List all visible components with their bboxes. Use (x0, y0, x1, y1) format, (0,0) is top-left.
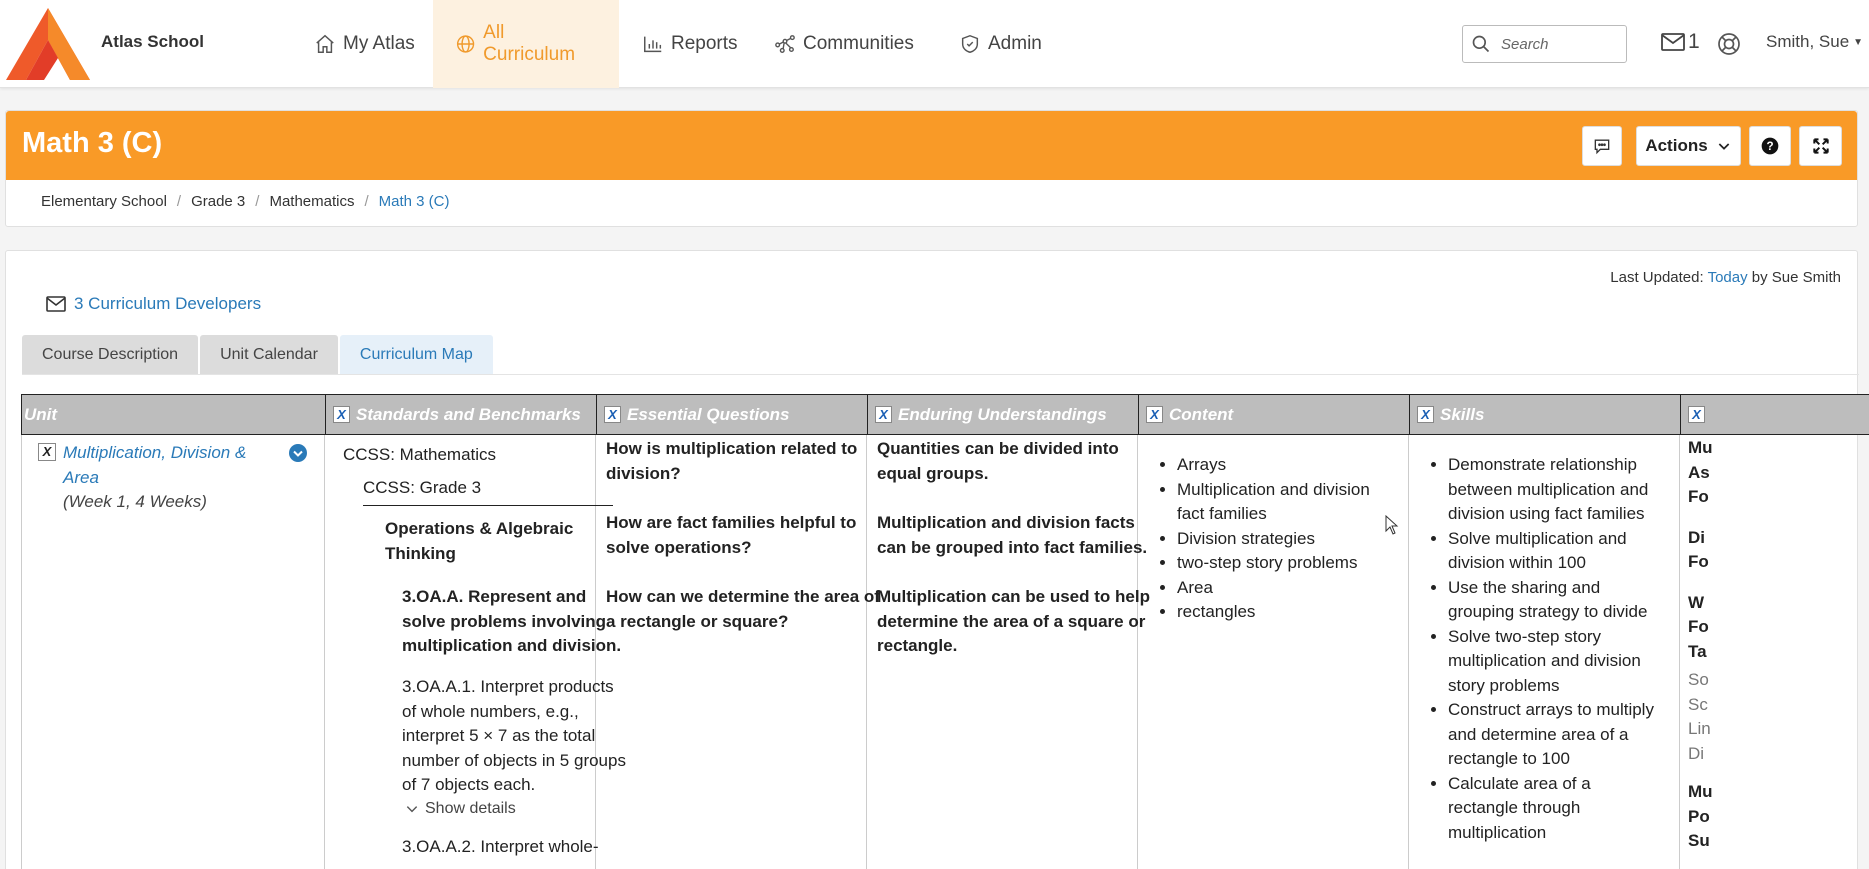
nav-admin[interactable] (937, 0, 1064, 88)
remove-column-button[interactable]: X (1146, 406, 1163, 423)
nav-reports[interactable] (620, 0, 760, 88)
column-header-label: Skills (1440, 404, 1485, 424)
remove-column-button[interactable]: X (604, 406, 621, 423)
cut-text: As (1688, 462, 1710, 482)
nav-label: My Atlas (343, 33, 415, 54)
column-header-content (1138, 394, 1409, 435)
expand-icon (1811, 136, 1831, 156)
column-header-standards (325, 394, 596, 435)
messages-button[interactable] (1660, 30, 1700, 54)
mail-icon (1660, 31, 1686, 53)
next-column-cell (1680, 435, 1869, 869)
enduring-understandings-cell (867, 435, 1150, 869)
show-details-toggle[interactable] (405, 797, 516, 822)
essential-questions-cell (596, 435, 880, 869)
enduring-understanding: Multiplication and division facts can be grouped into fact families. (877, 513, 1148, 557)
column-header-label: Standards and Benchmarks (356, 404, 581, 424)
divider (22, 374, 1859, 375)
standard-item: 3.OA.A.2. Interpret whole- (402, 837, 599, 856)
search-box[interactable] (1462, 25, 1627, 63)
cut-text: Ta (1688, 641, 1707, 661)
search-input[interactable] (1501, 36, 1611, 53)
question-icon (1760, 136, 1780, 156)
nav-label: Admin (988, 33, 1042, 54)
unit-title-link[interactable]: Multiplication, Division & Area (63, 443, 247, 487)
nav-label: Communities (803, 33, 914, 54)
list-item: • Use the sharing and grouping strategy to divide (1448, 576, 1659, 625)
curriculum-developers-link[interactable] (46, 294, 261, 314)
list-item: • rectangles (1177, 600, 1388, 625)
list-item: • Multiplication and division fact families (1177, 478, 1388, 527)
last-updated-when[interactable]: Today (1707, 269, 1748, 286)
essential-question: How can we determine the area of a rectangle or square? (606, 587, 880, 631)
remove-column-button[interactable]: X (875, 406, 892, 423)
page-title: Math 3 (C) (22, 127, 163, 159)
cut-text: Sc (1688, 694, 1708, 714)
user-name: Smith, Sue (1766, 32, 1850, 51)
cut-text: W (1688, 592, 1705, 612)
list-item: • Arrays (1177, 453, 1388, 478)
list-item: • Division strategies (1177, 527, 1388, 552)
show-details-label: Show details (425, 800, 516, 817)
column-header-essential-questions (596, 394, 867, 435)
developers-label: 3 Curriculum Developers (74, 294, 262, 313)
standard-grade: CCSS: Grade 3 (363, 476, 613, 506)
nav-label: Reports (671, 33, 738, 54)
list-item: • Demonstrate relationship between multiplication and division using fact families (1448, 453, 1659, 527)
list-item: • Solve multiplication and division within 100 (1448, 527, 1659, 576)
nav-label: All Curriculum (483, 22, 576, 65)
comment-button[interactable] (1582, 126, 1622, 166)
remove-column-button[interactable]: X (333, 406, 350, 423)
column-header-label: Enduring Understandings (898, 404, 1107, 424)
mouse-cursor-icon (1385, 515, 1399, 535)
home-icon (314, 33, 336, 55)
standard-framework: CCSS: Mathematics (343, 445, 497, 464)
last-updated-label: Last Updated: (1610, 269, 1704, 286)
course-title-bar (6, 111, 1857, 180)
help-button[interactable] (1749, 126, 1791, 166)
breadcrumb-subject[interactable]: Mathematics (269, 193, 355, 210)
column-header-label: Unit (24, 404, 58, 424)
curriculum-map-grid (21, 394, 1869, 869)
atlas-logo[interactable] (4, 6, 92, 82)
comment-icon (1592, 136, 1612, 156)
lifebuoy-icon[interactable] (1717, 32, 1741, 56)
school-name: Atlas School (101, 32, 204, 51)
course-header (5, 110, 1858, 227)
enduring-understanding: Quantities can be divided into equal groups. (877, 439, 1119, 483)
fullscreen-button[interactable] (1799, 126, 1842, 166)
actions-label: Actions (1645, 136, 1708, 155)
cut-text: Mu (1688, 438, 1713, 457)
content-cell (1138, 435, 1409, 869)
check-circle-icon[interactable] (288, 443, 308, 463)
cut-text: Mu (1688, 782, 1713, 801)
list-item: • Solve two-step story multiplication and division story problems (1448, 625, 1659, 699)
unit-weeks: (Week 1, 4 Weeks) (63, 492, 207, 511)
cut-text: Di (1688, 743, 1705, 763)
last-updated-by: by Sue Smith (1751, 269, 1841, 286)
envelope-icon (46, 296, 66, 312)
chevron-down-icon (405, 802, 419, 816)
standard-item: 3.OA.A.1. Interpret products of whole numbers, e.g., interpret 5 × 7 as the total number of objects in 5 groups of 7 objects each. (402, 677, 626, 794)
unit-cell (21, 435, 325, 869)
last-updated (1610, 269, 1841, 286)
cut-text: Di (1688, 527, 1705, 547)
breadcrumb-grade[interactable]: Grade 3 (191, 193, 246, 210)
tab-bar (22, 335, 493, 374)
remove-column-button[interactable]: X (1417, 406, 1434, 423)
tab-unit-calendar[interactable]: Unit Calendar (200, 335, 338, 374)
cut-text: Lin (1688, 719, 1711, 738)
column-header-label: Content (1169, 404, 1234, 424)
remove-unit-button[interactable]: X (38, 443, 56, 461)
standards-cell (325, 435, 626, 869)
shield-icon (959, 33, 981, 55)
column-header-label: Essential Questions (627, 404, 790, 424)
cut-text: Po (1688, 806, 1710, 826)
bar-chart-icon (642, 33, 664, 55)
column-header-unit (21, 394, 325, 435)
list-item: • Area (1177, 576, 1388, 601)
breadcrumb-elementary[interactable]: Elementary School (41, 193, 167, 210)
standard-cluster: 3.OA.A. Represent and solve problems involving multiplication and division. (402, 587, 622, 655)
skills-list (1409, 453, 1659, 845)
breadcrumb (41, 193, 450, 210)
breadcrumb-separator: / (255, 193, 260, 210)
top-navbar (0, 0, 1869, 88)
essential-question: How are fact families helpful to solve operations? (606, 513, 857, 557)
nav-all-curriculum[interactable] (433, 0, 619, 88)
nav-my-atlas[interactable] (292, 0, 437, 88)
remove-column-button[interactable]: X (1688, 406, 1705, 423)
essential-question: How is multiplication related to division? (606, 439, 858, 483)
list-item: • two-step story problems (1177, 551, 1388, 576)
tab-course-description[interactable]: Course Description (22, 335, 198, 374)
network-icon (774, 33, 796, 55)
actions-dropdown[interactable] (1636, 126, 1741, 166)
cut-text: Su (1688, 831, 1710, 850)
nav-communities[interactable] (752, 0, 936, 88)
svg-text:?: ? (1766, 140, 1774, 154)
breadcrumb-separator: / (176, 193, 182, 210)
globe-icon (455, 33, 476, 55)
column-header-skills (1409, 394, 1680, 435)
breadcrumb-separator: / (364, 193, 369, 210)
chevron-down-icon (1716, 138, 1732, 154)
standard-domain: Operations & Algebraic Thinking (385, 519, 574, 563)
caret-down-icon: ▼ (1853, 36, 1864, 48)
list-item: • Construct arrays to multiply and determine area of a rectangle to 100 (1448, 698, 1659, 772)
user-menu[interactable] (1766, 32, 1863, 52)
cut-text: Fo (1688, 617, 1709, 636)
cut-text: So (1688, 670, 1709, 689)
column-header-enduring-understandings (867, 394, 1138, 435)
mail-count: 1 (1688, 30, 1700, 53)
tab-curriculum-map[interactable]: Curriculum Map (340, 335, 493, 374)
enduring-understanding: Multiplication can be used to help determine the area of a square or rectangle. (877, 587, 1150, 655)
breadcrumb-current[interactable]: Math 3 (C) (378, 193, 450, 210)
search-icon (1471, 34, 1491, 54)
cut-text: Fo (1688, 487, 1709, 506)
skills-cell (1409, 435, 1680, 869)
list-item: • Calculate area of a rectangle through multiplication (1448, 772, 1659, 846)
content-list (1138, 453, 1388, 625)
column-header-next (1680, 394, 1869, 435)
cut-text: Fo (1688, 552, 1709, 571)
